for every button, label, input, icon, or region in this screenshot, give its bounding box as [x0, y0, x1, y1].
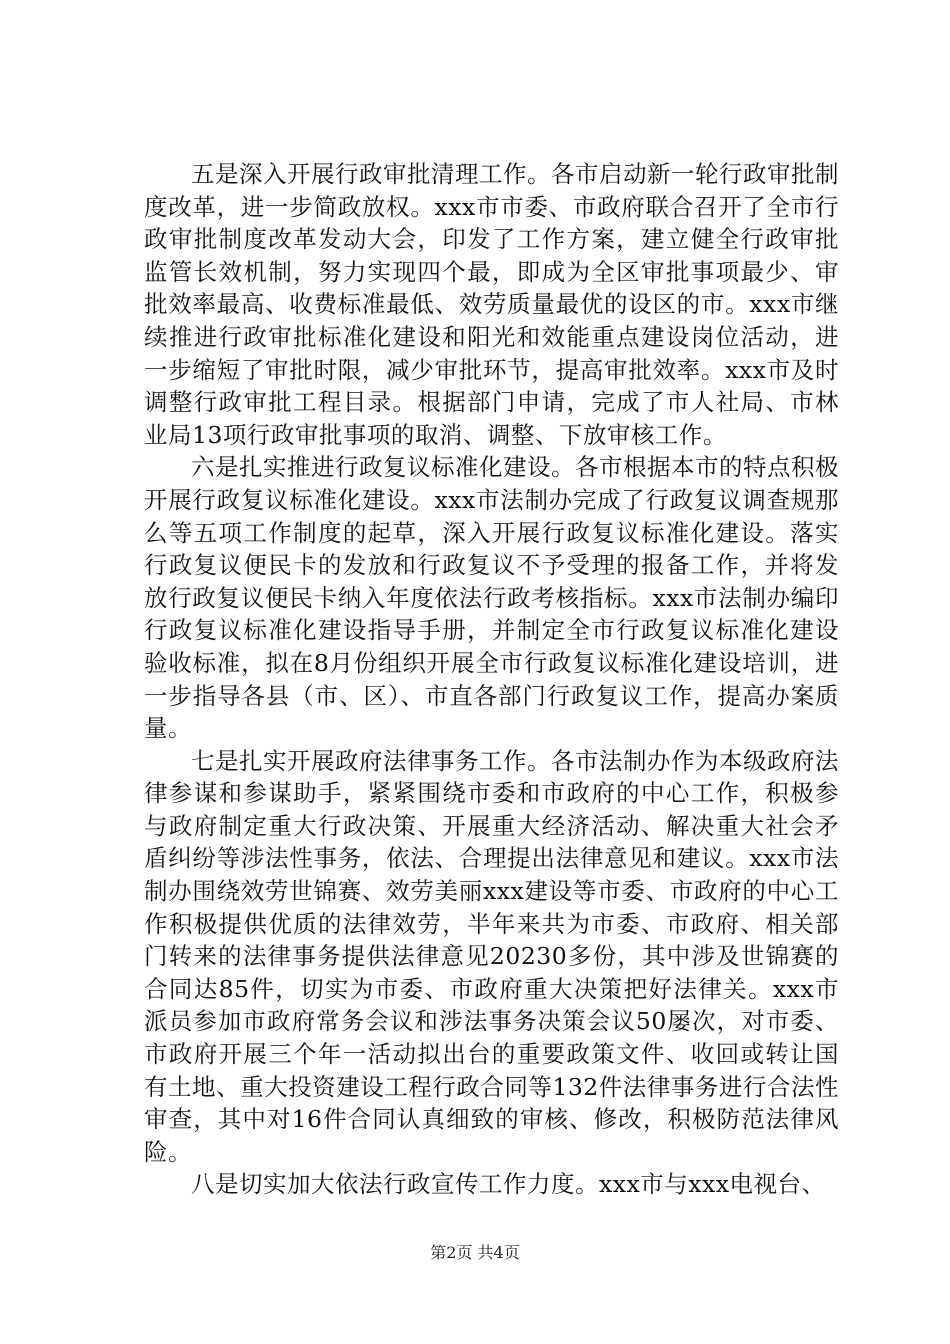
document-body: [144, 158, 839, 1201]
paragraph-administrative-reconsideration: 六是扎实推进行政复议标准化建设。各市根据本市的特点积极开展行政复议标准化建设。xxx市法制办完成了行政复议调查规那么等五项工作制度的起草，深入开展行政复议标准化建设。落实行政复议便民卡的发放和行政复议不予受理的报备工作，并将发放行政复议便民卡纳入年度依法行政考核指标。xxx市法制办编印行政复议标准化建设指导手册，并制定全市行政复议标准化建设验收标准，拟在8月份组织开展全市行政复议标准化建设培训，进一步指导各县（市、区）、市直各部门行政复议工作，提高办案质量。: [144, 453, 839, 743]
paragraph-publicity: 八是切实加大依法行政宣传工作力度。xxx市与xxx电视台、: [191, 1170, 826, 1199]
page-footer: 第2页 共4页: [430, 1243, 520, 1262]
paragraph-legal-affairs: 七是扎实开展政府法律事务工作。各市法制办作为本级政府法律参谋和参谋助手，紧紧围绕市委和市政府的中心工作，积极参与政府制定重大行政决策、开展重大经济活动、解决重大社会矛盾纠纷等涉法性事务，依法、合理提出法律意见和建议。xxx市法制办围绕效劳世锦赛、效劳美丽xxx建设等市委、市政府的中心工作积极提供优质的法律效劳，半年来共为市委、市政府、相关部门转来的法律事务提供法律意见20230多份，其中涉及世锦赛的合同达85件，切实为市委、市政府重大决策把好法律关。xxx市派员参加市政府常务会议和涉法事务决策会议50屡次，对市委、市政府开展三个年一活动拟出台的重要政策文件、收回或转让国有土地、重大投资建设工程行政合同等132件法律事务进行合法性审查，其中对16件合同认真细致的审核、修改，积极防范法律风险。: [144, 746, 839, 1166]
paragraph-administrative-approval: 五是深入开展行政审批清理工作。各市启动新一轮行政审批制度改革，进一步简政放权。xxx市市委、市政府联合召开了全市行政审批制度改革发动大会，印发了工作方案，建立健全行政审批监管长效机制，努力实现四个最，即成为全区审批事项最少、审批效率最高、收费标准最低、效劳质量最优的设区的市。xxx市继续推进行政审批标准化建设和阳光和效能重点建设岗位活动，进一步缩短了审批时限，减少审批环节，提高审批效率。xxx市及时调整行政审批工程目录。根据部门申请，完成了市人社局、市林业局13项行政审批事项的取消、调整、下放审核工作。: [144, 160, 839, 449]
